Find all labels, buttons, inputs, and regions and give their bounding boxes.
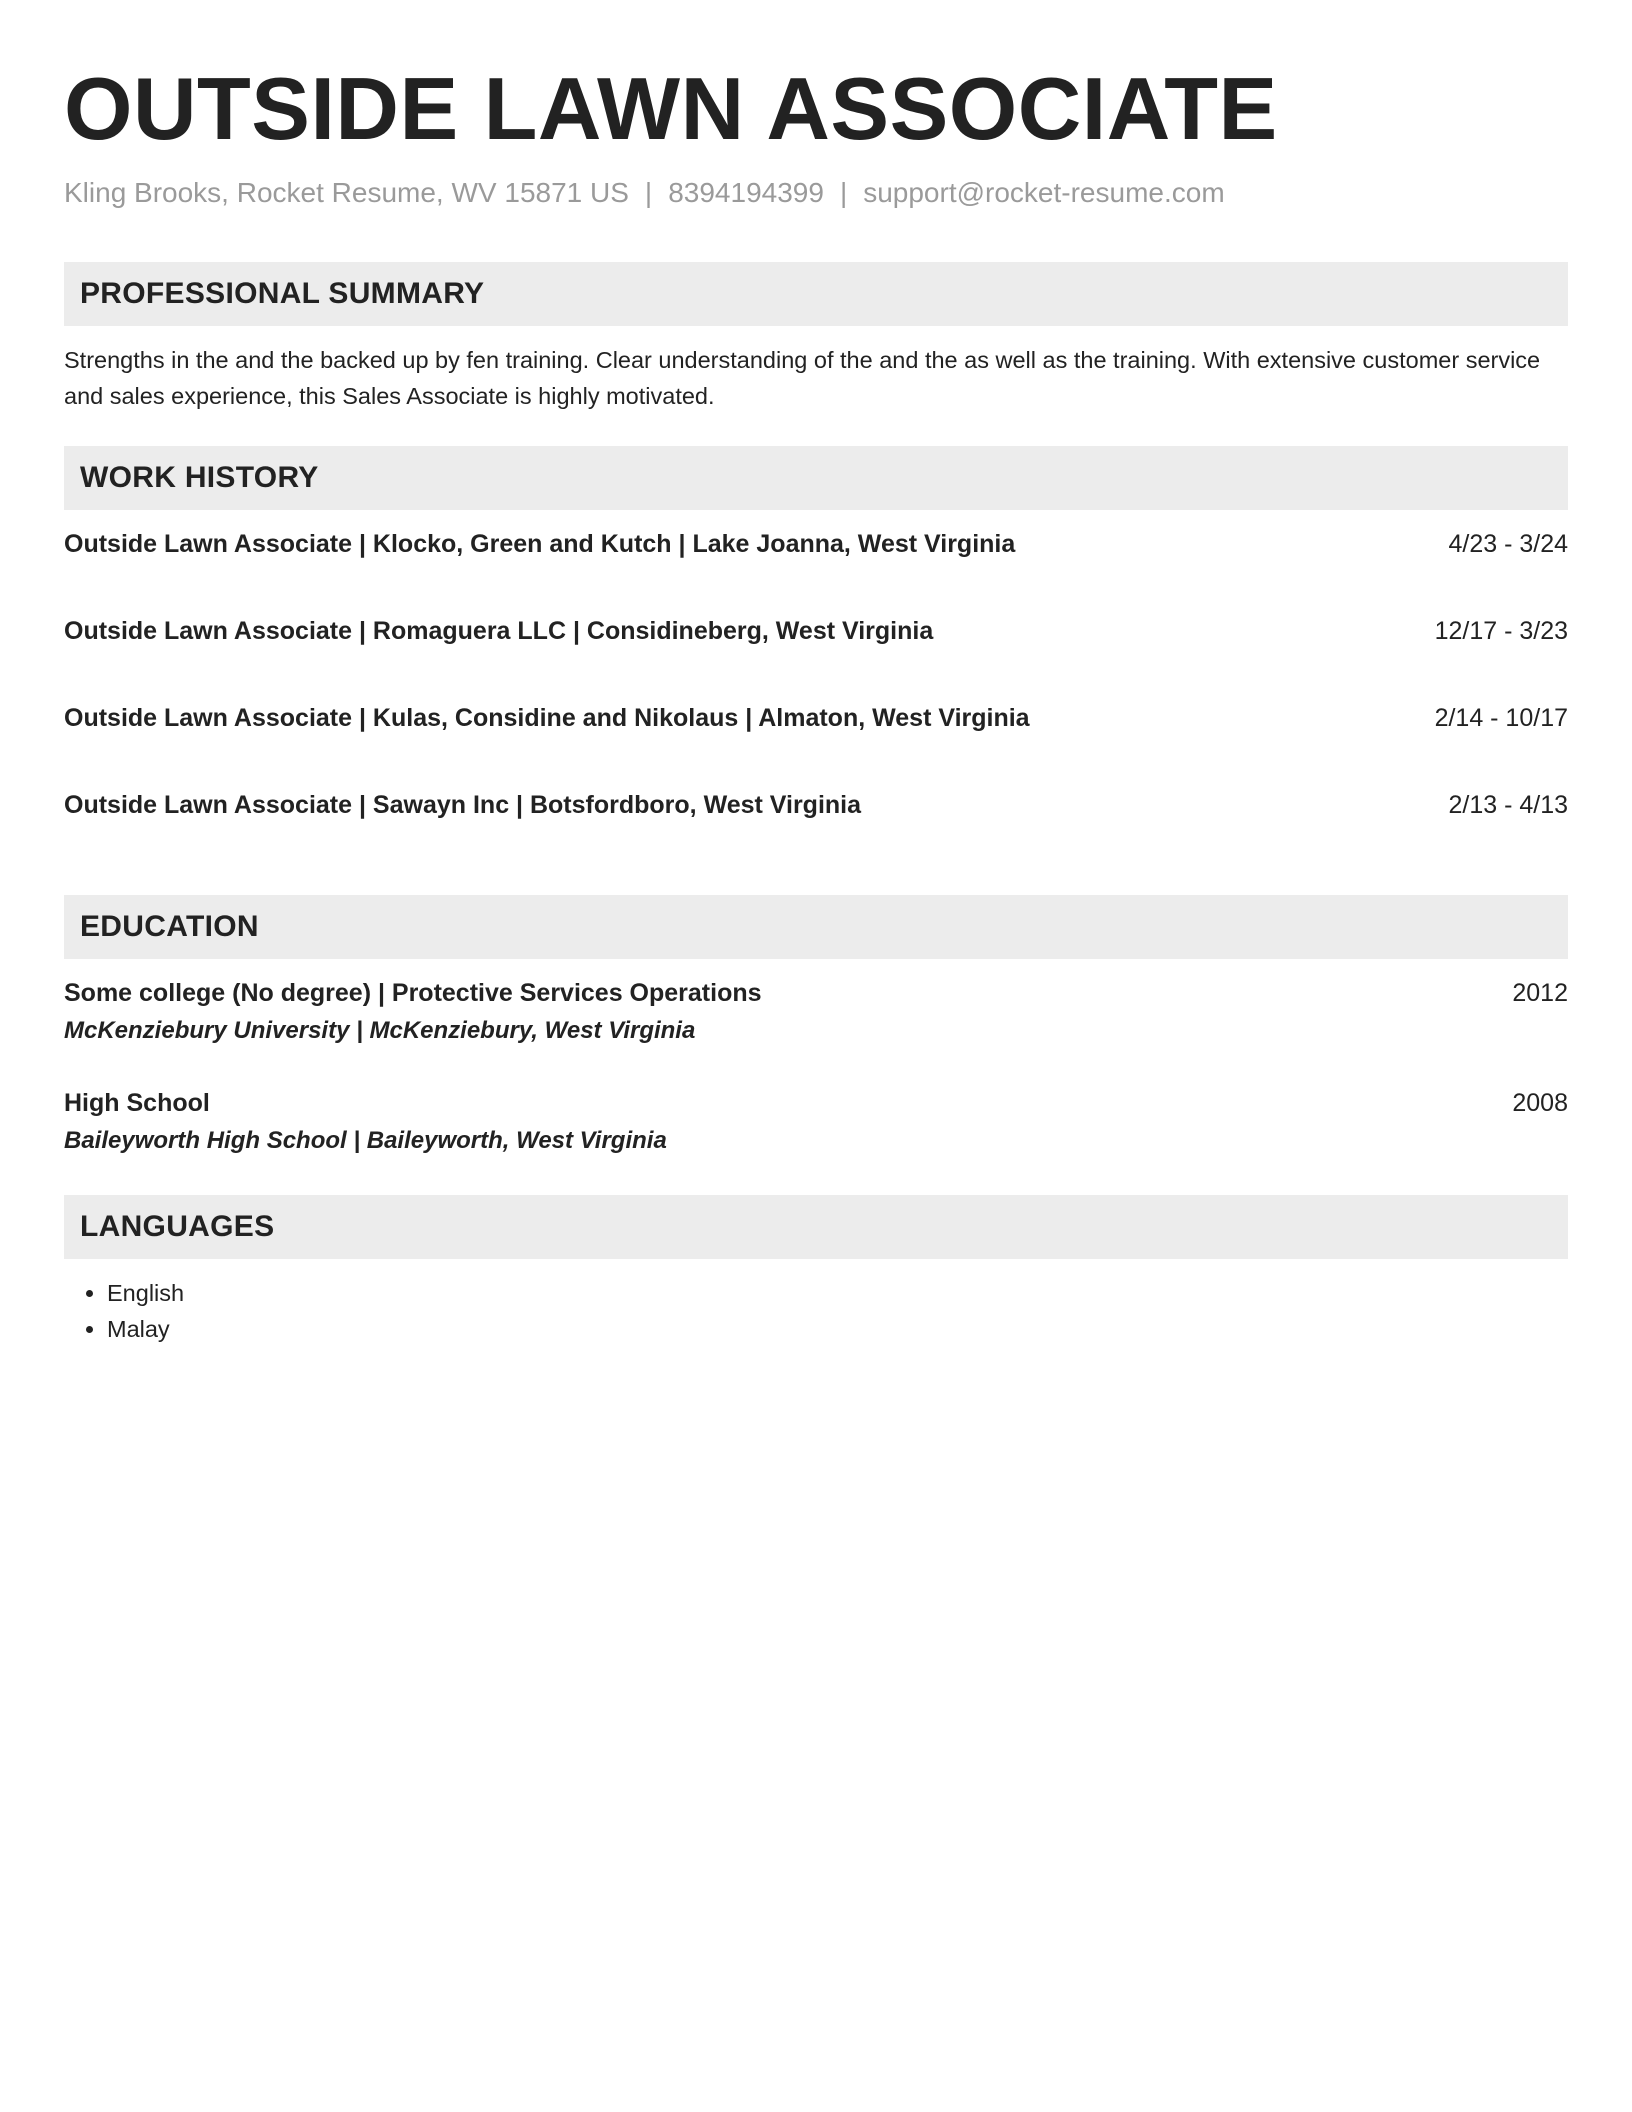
contact-address: Kling Brooks, Rocket Resume, WV 15871 US — [64, 177, 629, 208]
job-dates: 2/13 - 4/13 — [1448, 791, 1568, 819]
education-list — [64, 975, 1568, 1195]
contact-separator: | — [839, 177, 848, 208]
education-entry — [64, 1085, 1568, 1195]
language-item: • Malay — [107, 1311, 1568, 1347]
job-title: Outside Lawn Associate | Kulas, Considine and Nikolaus | Almaton, West Virginia — [64, 704, 1030, 732]
education-year: 2012 — [1512, 979, 1568, 1007]
contact-phone: 8394194399 — [668, 177, 824, 208]
section-heading: LANGUAGES — [80, 1210, 275, 1243]
section-heading: WORK HISTORY — [80, 461, 319, 494]
job-dates: 4/23 - 3/24 — [1448, 530, 1568, 558]
section-header-languages — [64, 1195, 1568, 1259]
education-entry-row — [64, 1085, 1568, 1121]
job-dates: 2/14 - 10/17 — [1434, 704, 1568, 732]
job-list — [64, 526, 1568, 874]
contact-separator: | — [644, 177, 653, 208]
contact-email: support@rocket-resume.com — [863, 177, 1225, 208]
section-heading: PROFESSIONAL SUMMARY — [80, 277, 485, 310]
education-entry — [64, 975, 1568, 1085]
summary-text: Strengths in the and the backed up by fen training. Clear understanding of the and the as well as the training. With extensive customer service and sales experience, this Sales Associate is highly motivated. — [64, 347, 1541, 409]
job-title: Outside Lawn Associate | Sawayn Inc | Botsfordboro, West Virginia — [64, 791, 862, 819]
job-title: Outside Lawn Associate | Romaguera LLC | Considineberg, West Virginia — [64, 617, 934, 645]
education-degree: Some college (No degree) | Protective Services Operations — [64, 979, 762, 1007]
section-heading: EDUCATION — [80, 910, 259, 943]
resume-page — [64, 0, 1568, 1347]
education-school: McKenziebury University | McKenziebury, West Virginia — [64, 1017, 696, 1044]
job-entry — [64, 613, 1568, 700]
resume-title: OUTSIDE LAWN ASSOCIATE — [64, 59, 1278, 158]
job-entry — [64, 787, 1568, 874]
job-entry — [64, 526, 1568, 613]
section-header-work-history — [64, 446, 1568, 510]
contact-line — [64, 176, 1568, 210]
section-header-education — [64, 895, 1568, 959]
language-item: • English — [107, 1275, 1568, 1311]
education-degree: High School — [64, 1089, 210, 1117]
job-entry — [64, 700, 1568, 787]
education-school: Baileyworth High School | Baileyworth, West Virginia — [64, 1127, 667, 1154]
job-dates: 12/17 - 3/23 — [1434, 617, 1568, 645]
job-title: Outside Lawn Associate | Klocko, Green and Kutch | Lake Joanna, West Virginia — [64, 530, 1016, 558]
education-entry-row — [64, 975, 1568, 1011]
languages-list — [64, 1275, 1568, 1347]
education-year: 2008 — [1512, 1089, 1568, 1117]
section-header-summary — [64, 262, 1568, 326]
